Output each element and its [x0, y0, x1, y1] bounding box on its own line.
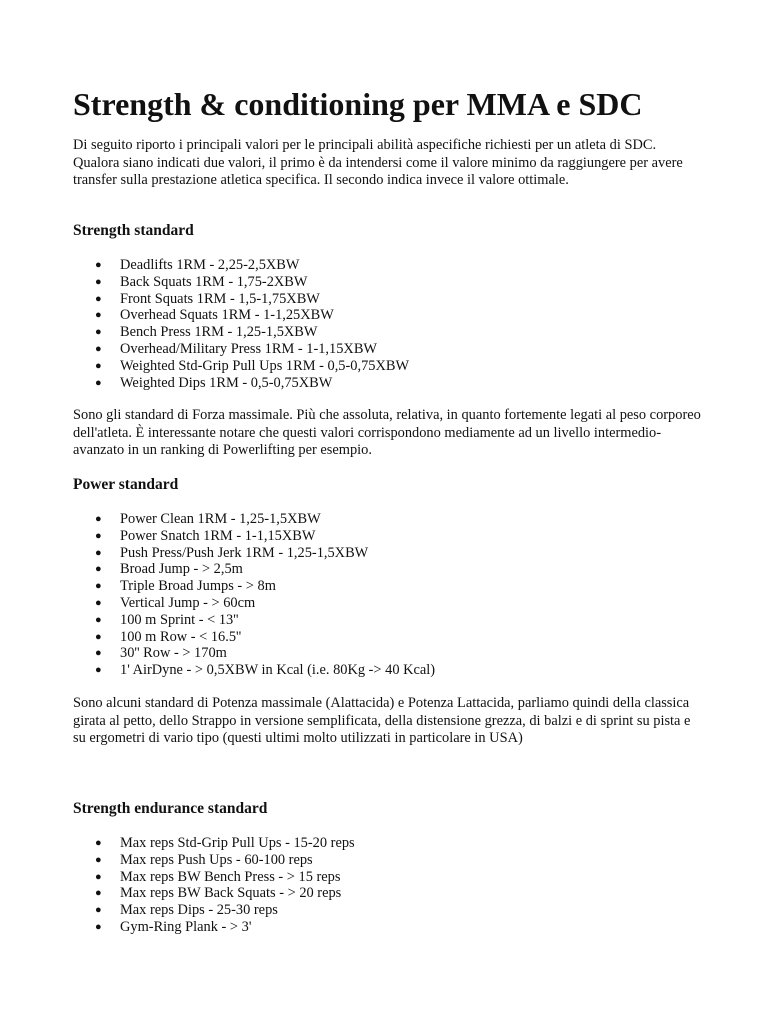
list-item: ● Overhead Squats 1RM - 1-1,25XBW — [95, 307, 334, 324]
bullet-icon: ● — [95, 596, 102, 609]
list-item: ● Max reps Dips - 25-30 reps — [95, 902, 278, 919]
bullet-icon: ● — [95, 904, 102, 917]
list-item: ● Overhead/Military Press 1RM - 1-1,15XBW — [95, 340, 377, 357]
strength-endurance-list — [73, 835, 703, 936]
list-item: ● Power Clean 1RM - 1,25-1,5XBW — [95, 511, 321, 527]
bullet-icon: ● — [95, 563, 102, 576]
section-heading-strength: Strength standard — [73, 222, 194, 239]
list-item: ● Weighted Dips 1RM - 0,5-0,75XBW — [95, 374, 333, 391]
list-item: ● Max reps Std-Grip Pull Ups - 15-20 reps — [95, 835, 355, 851]
list-item: ● Max reps Push Ups - 60-100 reps — [95, 851, 313, 868]
strength-note-paragraph: Sono gli standard di Forza massimale. Più che assoluta, relativa, in quanto fortemente legati al peso corporeo dell'atleta. È interessante notare che questi valori corrispondono mediamente ad un livello intermedio-avanzato in un ranking di Powerlifting per esempio. — [73, 407, 701, 459]
list-item: ● Push Press/Push Jerk 1RM - 1,25-1,5XBW — [95, 544, 369, 561]
bullet-icon: ● — [95, 837, 102, 849]
section-heading-strength-endurance: Strength endurance standard — [73, 800, 268, 817]
list-item: ● Bench Press 1RM - 1,25-1,5XBW — [95, 324, 318, 341]
bullet-icon: ● — [95, 580, 102, 593]
strength-standard-list — [73, 257, 703, 391]
list-item: ● Broad Jump - > 2,5m — [95, 561, 243, 578]
list-item: ● 30'' Row - > 170m — [95, 645, 227, 662]
list-item: ● 1' AirDyne - > 0,5XBW in Kcal (i.e. 80Kg -> 40 Kcal) — [95, 662, 436, 679]
bullet-icon: ● — [95, 275, 102, 288]
list-item: ● Weighted Std-Grip Pull Ups 1RM - 0,5-0,75XBW — [95, 357, 410, 374]
bullet-icon: ● — [95, 529, 102, 542]
bullet-icon: ● — [95, 853, 102, 866]
bullet-icon: ● — [95, 359, 102, 372]
bullet-icon: ● — [95, 647, 102, 660]
bullet-icon: ● — [95, 342, 102, 355]
bullet-icon: ● — [95, 630, 102, 643]
list-item: ● Power Snatch 1RM - 1-1,15XBW — [95, 527, 316, 544]
bullet-icon: ● — [95, 309, 102, 322]
bullet-icon: ● — [95, 326, 102, 339]
list-item: ● 100 m Row - < 16.5'' — [95, 628, 242, 645]
list-item: ● 100 m Sprint - < 13'' — [95, 611, 239, 628]
power-note-paragraph: Sono alcuni standard di Potenza massimale (Alattacida) e Potenza Lattacida, parliamo quindi della classica girata al petto, dello Strappo in versione semplificata, della distensione grezza, di balzi e di sprint su pista e su ergometri di vario tipo (questi ultimi molto utilizzati in particolare in USA) — [73, 695, 691, 747]
list-item: ● Max reps BW Bench Press - > 15 reps — [95, 868, 341, 885]
bullet-icon: ● — [95, 613, 102, 626]
bullet-icon: ● — [95, 664, 102, 677]
bullet-icon: ● — [95, 259, 102, 271]
list-item: ● Vertical Jump - > 60cm — [95, 594, 256, 611]
intro-paragraph: Di seguito riporto i principali valori per le principali abilità aspecifiche richiesti per un atleta di SDC. Qualora siano indicati due valori, il primo è da intendersi come il valore minimo da raggiungere per avere transfer sulla prestazione atletica specifica. Il secondo indica invece il valore ottimale. — [73, 137, 683, 189]
bullet-icon: ● — [95, 887, 102, 900]
list-item: ● Gym-Ring Plank - > 3' — [95, 918, 252, 935]
list-item: ● Back Squats 1RM - 1,75-2XBW — [95, 273, 308, 290]
list-item: ● Max reps BW Back Squats - > 20 reps — [95, 885, 342, 902]
power-standard-list — [73, 511, 703, 679]
bullet-icon: ● — [95, 546, 102, 559]
list-item: ● Triple Broad Jumps - > 8m — [95, 578, 276, 595]
section-heading-power: Power standard — [73, 476, 179, 493]
page-title: Strength & conditioning per MMA e SDC — [73, 86, 643, 122]
list-item: ● Deadlifts 1RM - 2,25-2,5XBW — [95, 257, 300, 273]
bullet-icon: ● — [95, 292, 102, 305]
bullet-icon: ● — [95, 376, 102, 389]
list-item: ● Front Squats 1RM - 1,5-1,75XBW — [95, 290, 320, 307]
bullet-icon: ● — [95, 870, 102, 883]
bullet-icon: ● — [95, 920, 102, 933]
bullet-icon: ● — [95, 513, 102, 525]
